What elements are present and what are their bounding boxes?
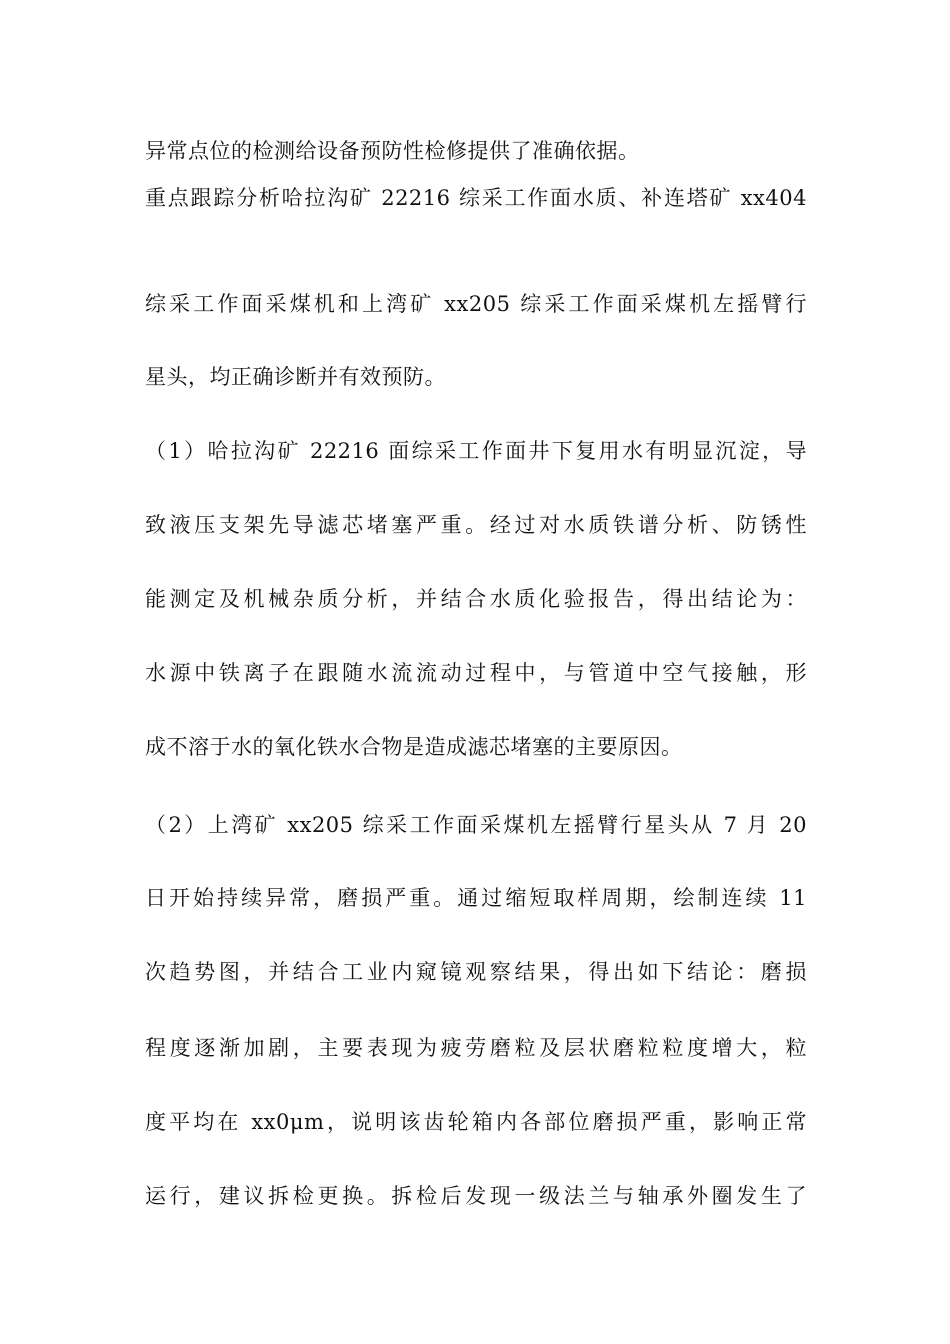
text-line: 程度逐渐加剧，主要表现为疲劳磨粒及层状磨粒粒度增大，粒	[145, 1036, 807, 1060]
text-line: 成不溶于水的氧化铁水合物是造成滤芯堵塞的主要原因。	[145, 735, 683, 759]
text-line: 运行，建议拆检更换。拆检后发现一级法兰与轴承外圈发生了	[145, 1184, 807, 1208]
text-line: 水源中铁离子在跟随水流流动过程中，与管道中空气接触，形	[145, 661, 807, 685]
text-line: 重点跟踪分析哈拉沟矿 22216 综采工作面水质、补连塔矿 xx404	[145, 186, 807, 210]
text-line: 次趋势图，并结合工业内窥镜观察结果，得出如下结论：磨损	[145, 960, 807, 984]
text-line: 异常点位的检测给设备预防性检修提供了准确依据。	[145, 139, 640, 163]
text-line: 度平均在 xx0μm，说明该齿轮箱内各部位磨损严重，影响正常	[145, 1110, 807, 1134]
text-line: （1）哈拉沟矿 22216 面综采工作面井下复用水有明显沉淀，导	[145, 439, 807, 463]
text-line: 综采工作面采煤机和上湾矿 xx205 综采工作面采煤机左摇臂行	[145, 292, 807, 316]
text-line: 能测定及机械杂质分析，并结合水质化验报告，得出结论为：	[145, 587, 807, 611]
text-line: 星头，均正确诊断并有效预防。	[145, 365, 446, 389]
text-line: 日开始持续异常，磨损严重。通过缩短取样周期，绘制连续 11	[145, 886, 807, 910]
text-line: 致液压支架先导滤芯堵塞严重。经过对水质铁谱分析、防锈性	[145, 513, 807, 537]
text-line: （2）上湾矿 xx205 综采工作面采煤机左摇臂行星头从 7 月 20	[145, 813, 807, 837]
